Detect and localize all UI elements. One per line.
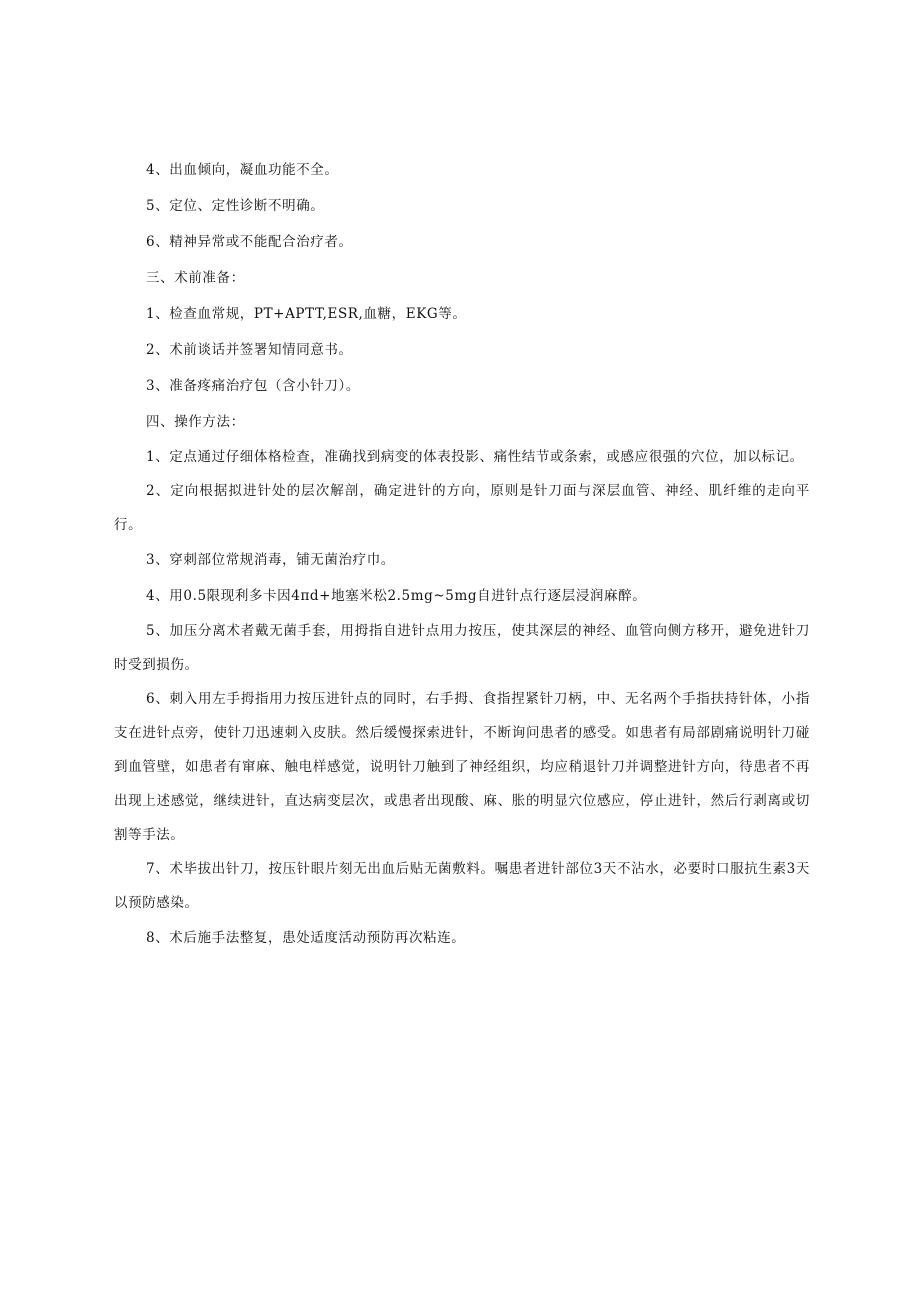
section-heading-preop: 三、术前准备：: [146, 270, 245, 286]
paragraph-preop-3: 3、准备疼痛治疗包（含小针刀）。: [146, 378, 360, 394]
paragraph-contraindication-4: 4、出血倾向，凝血功能不全。: [146, 162, 339, 178]
paragraph-method-1: 1、定点通过仔细体格检查，准确找到病变的体表投影、痛性结节或条索，或感应很强的穴位，加以标记。: [146, 449, 804, 465]
document-body: [114, 152, 810, 956]
paragraph-method-5: 5、加压分离术者戴无菌手套，用拇指自进针点用力按压，使其深层的神经、血管向侧方移开，避免进针刀时受到损伤。: [114, 623, 810, 673]
paragraph-method-4: 4、用0.5限现利多卡因4πd+地塞米松2.5mg~5mg自进针点行逐层浸润麻醉。: [146, 588, 647, 604]
paragraph-method-7: 7、术毕拔出针刀，按压针眼片刻无出血后贴无菌敷料。嘱患者进针部位3天不沾水，必要时口服抗生素3天以预防感染。: [114, 861, 810, 911]
paragraph-contraindication-5: 5、定位、定性诊断不明确。: [146, 198, 325, 214]
section-heading-method: 四、操作方法：: [146, 414, 245, 430]
paragraph-method-2: 2、定向根据拟进针处的层次解剖，确定进针的方向，原则是针刀面与深层血管、神经、肌纤维的走向平行。: [114, 483, 810, 533]
paragraph-preop-2: 2、术前谈话并签署知情同意书。: [146, 342, 353, 358]
paragraph-method-6: 6、刺入用左手拇指用力按压进针点的同时，右手拇、食指捏紧针刀柄，中、无名两个手指扶持针体，小指支在进针点旁，使针刀迅速刺入皮肤。然后缓慢探索进针，不断询问患者的感受。如患者有局部剧痛说明针刀碰到血管壁，如患者有窜麻、触电样感觉，说明针刀触到了神经组织，均应稍退针刀并调整进针方向，待患者不再出现上述感觉，继续进针，直达病变层次，或患者出现酸、麻、胀的明显穴位感应，停止进针，然后行剥离或切割等手法。: [114, 691, 810, 843]
paragraph-method-3: 3、穿刺部位常规消毒，铺无菌治疗巾。: [146, 552, 395, 568]
paragraph-method-8: 8、术后施手法整复，患处适度活动预防再次粘连。: [146, 930, 466, 946]
paragraph-contraindication-6: 6、精神异常或不能配合治疗者。: [146, 234, 353, 250]
paragraph-preop-1: 1、检查血常规，PT+APTT,ESR,血糖，EKG等。: [146, 306, 467, 322]
